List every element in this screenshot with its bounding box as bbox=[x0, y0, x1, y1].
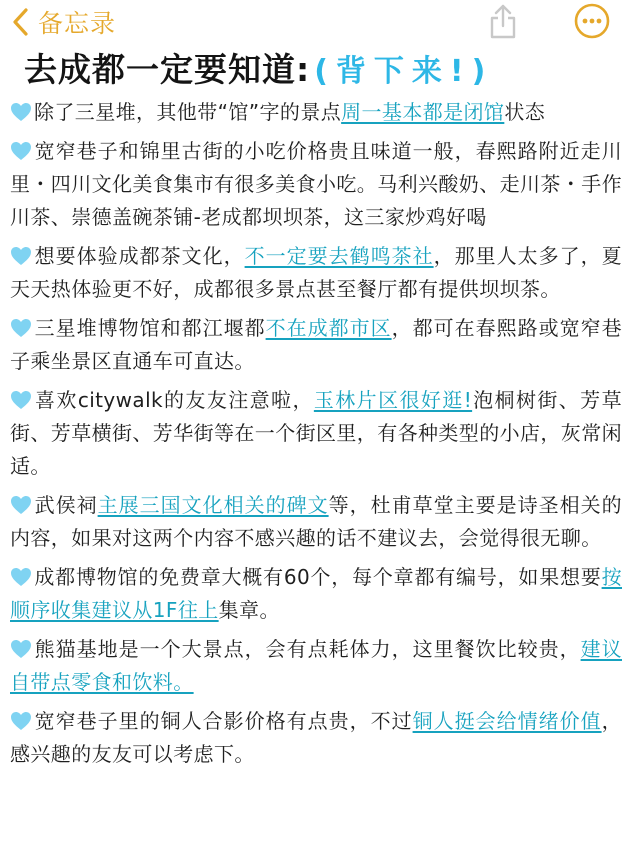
item-text: 集章。 bbox=[218, 598, 280, 622]
item-highlight[interactable]: 周一基本都是闭馆 bbox=[341, 100, 505, 124]
navigation-bar bbox=[0, 0, 640, 44]
note-title-sub: (背下来!) bbox=[314, 54, 494, 89]
blue-heart-icon bbox=[10, 495, 32, 515]
item-text: 除了三星堆，其他带“馆”字的景点 bbox=[34, 100, 342, 124]
item-text: 喜欢citywalk的友友注意啦， bbox=[34, 388, 314, 412]
list-item bbox=[10, 312, 622, 378]
item-highlight[interactable]: 玉林片区很好逛! bbox=[313, 388, 473, 412]
list-item bbox=[10, 96, 622, 129]
item-highlight[interactable]: 不在成都市区 bbox=[265, 316, 392, 340]
list-item bbox=[10, 384, 622, 483]
list-item bbox=[10, 489, 622, 555]
back-button[interactable] bbox=[10, 4, 116, 40]
item-text: 熊猫基地是一个大景点，会有点耗体力，这里餐饮比较贵， bbox=[34, 637, 581, 661]
note-title-main: 去成都一定要知道: bbox=[24, 50, 311, 89]
item-text: 三星堆博物馆和都江堰都 bbox=[34, 316, 266, 340]
more-button[interactable] bbox=[574, 3, 610, 39]
blue-heart-icon bbox=[10, 318, 32, 338]
share-icon bbox=[486, 25, 520, 44]
item-text: 想要体验成都茶文化， bbox=[34, 244, 245, 268]
tips-list bbox=[10, 96, 622, 777]
item-highlight[interactable]: 铜人挺会给情绪价值 bbox=[412, 709, 602, 733]
back-label: 备忘录 bbox=[38, 9, 117, 38]
item-text: 状态 bbox=[504, 100, 546, 124]
list-item bbox=[10, 135, 622, 234]
blue-heart-icon bbox=[10, 102, 32, 122]
item-text: ，都可在春熙路或宽窄巷子乘坐景区直通车可直达。 bbox=[10, 316, 622, 373]
list-item bbox=[10, 240, 622, 306]
share-button[interactable] bbox=[486, 2, 520, 40]
item-text: 成都博物馆的免费章大概有60个，每个章都有编号，如果想要 bbox=[34, 565, 602, 589]
note-title bbox=[24, 44, 493, 90]
item-text: 宽窄巷子和锦里古街的小吃价格贵且味道一般，春熙路附近走川里・四川文化美食集市有很多美食小吃。马利兴酸奶、走川茶・手作川茶、崇德盖碗茶铺-老成都坝坝茶，这三家炒鸡好喝 bbox=[10, 139, 622, 229]
item-highlight[interactable]: 按顺序收集建议从1F往上 bbox=[10, 565, 622, 622]
chevron-left-icon bbox=[10, 7, 30, 37]
blue-heart-icon bbox=[10, 390, 32, 410]
item-text: ，感兴趣的友友可以考虑下。 bbox=[10, 709, 622, 766]
item-highlight[interactable]: 主展三国文化相关的碑文 bbox=[97, 493, 329, 517]
item-text: 宽窄巷子里的铜人合影价格有点贵，不过 bbox=[34, 709, 413, 733]
list-item bbox=[10, 561, 622, 627]
item-text: 武侯祠 bbox=[34, 493, 98, 517]
blue-heart-icon bbox=[10, 639, 32, 659]
item-highlight[interactable]: 建议自带点零食和饮料。 bbox=[10, 637, 622, 694]
blue-heart-icon bbox=[10, 711, 32, 731]
more-icon bbox=[574, 24, 610, 43]
item-text: 等，杜甫草堂主要是诗圣相关的内容，如果对这两个内容不感兴趣的话不建议去，会觉得很无聊。 bbox=[10, 493, 623, 550]
blue-heart-icon bbox=[10, 246, 32, 266]
item-highlight[interactable]: 不一定要去鹤鸣茶社 bbox=[244, 244, 434, 268]
item-text: ，那里人太多了，夏天天热体验更不好，成都很多景点甚至餐厅都有提供坝坝茶。 bbox=[10, 244, 622, 301]
list-item bbox=[10, 705, 622, 771]
item-text: 泡桐树街、芳草街、芳草横街、芳华街等在一个街区里，有各种类型的小店，灰常闲适。 bbox=[10, 388, 622, 478]
blue-heart-icon bbox=[10, 141, 32, 161]
blue-heart-icon bbox=[10, 567, 32, 587]
list-item bbox=[10, 633, 622, 699]
